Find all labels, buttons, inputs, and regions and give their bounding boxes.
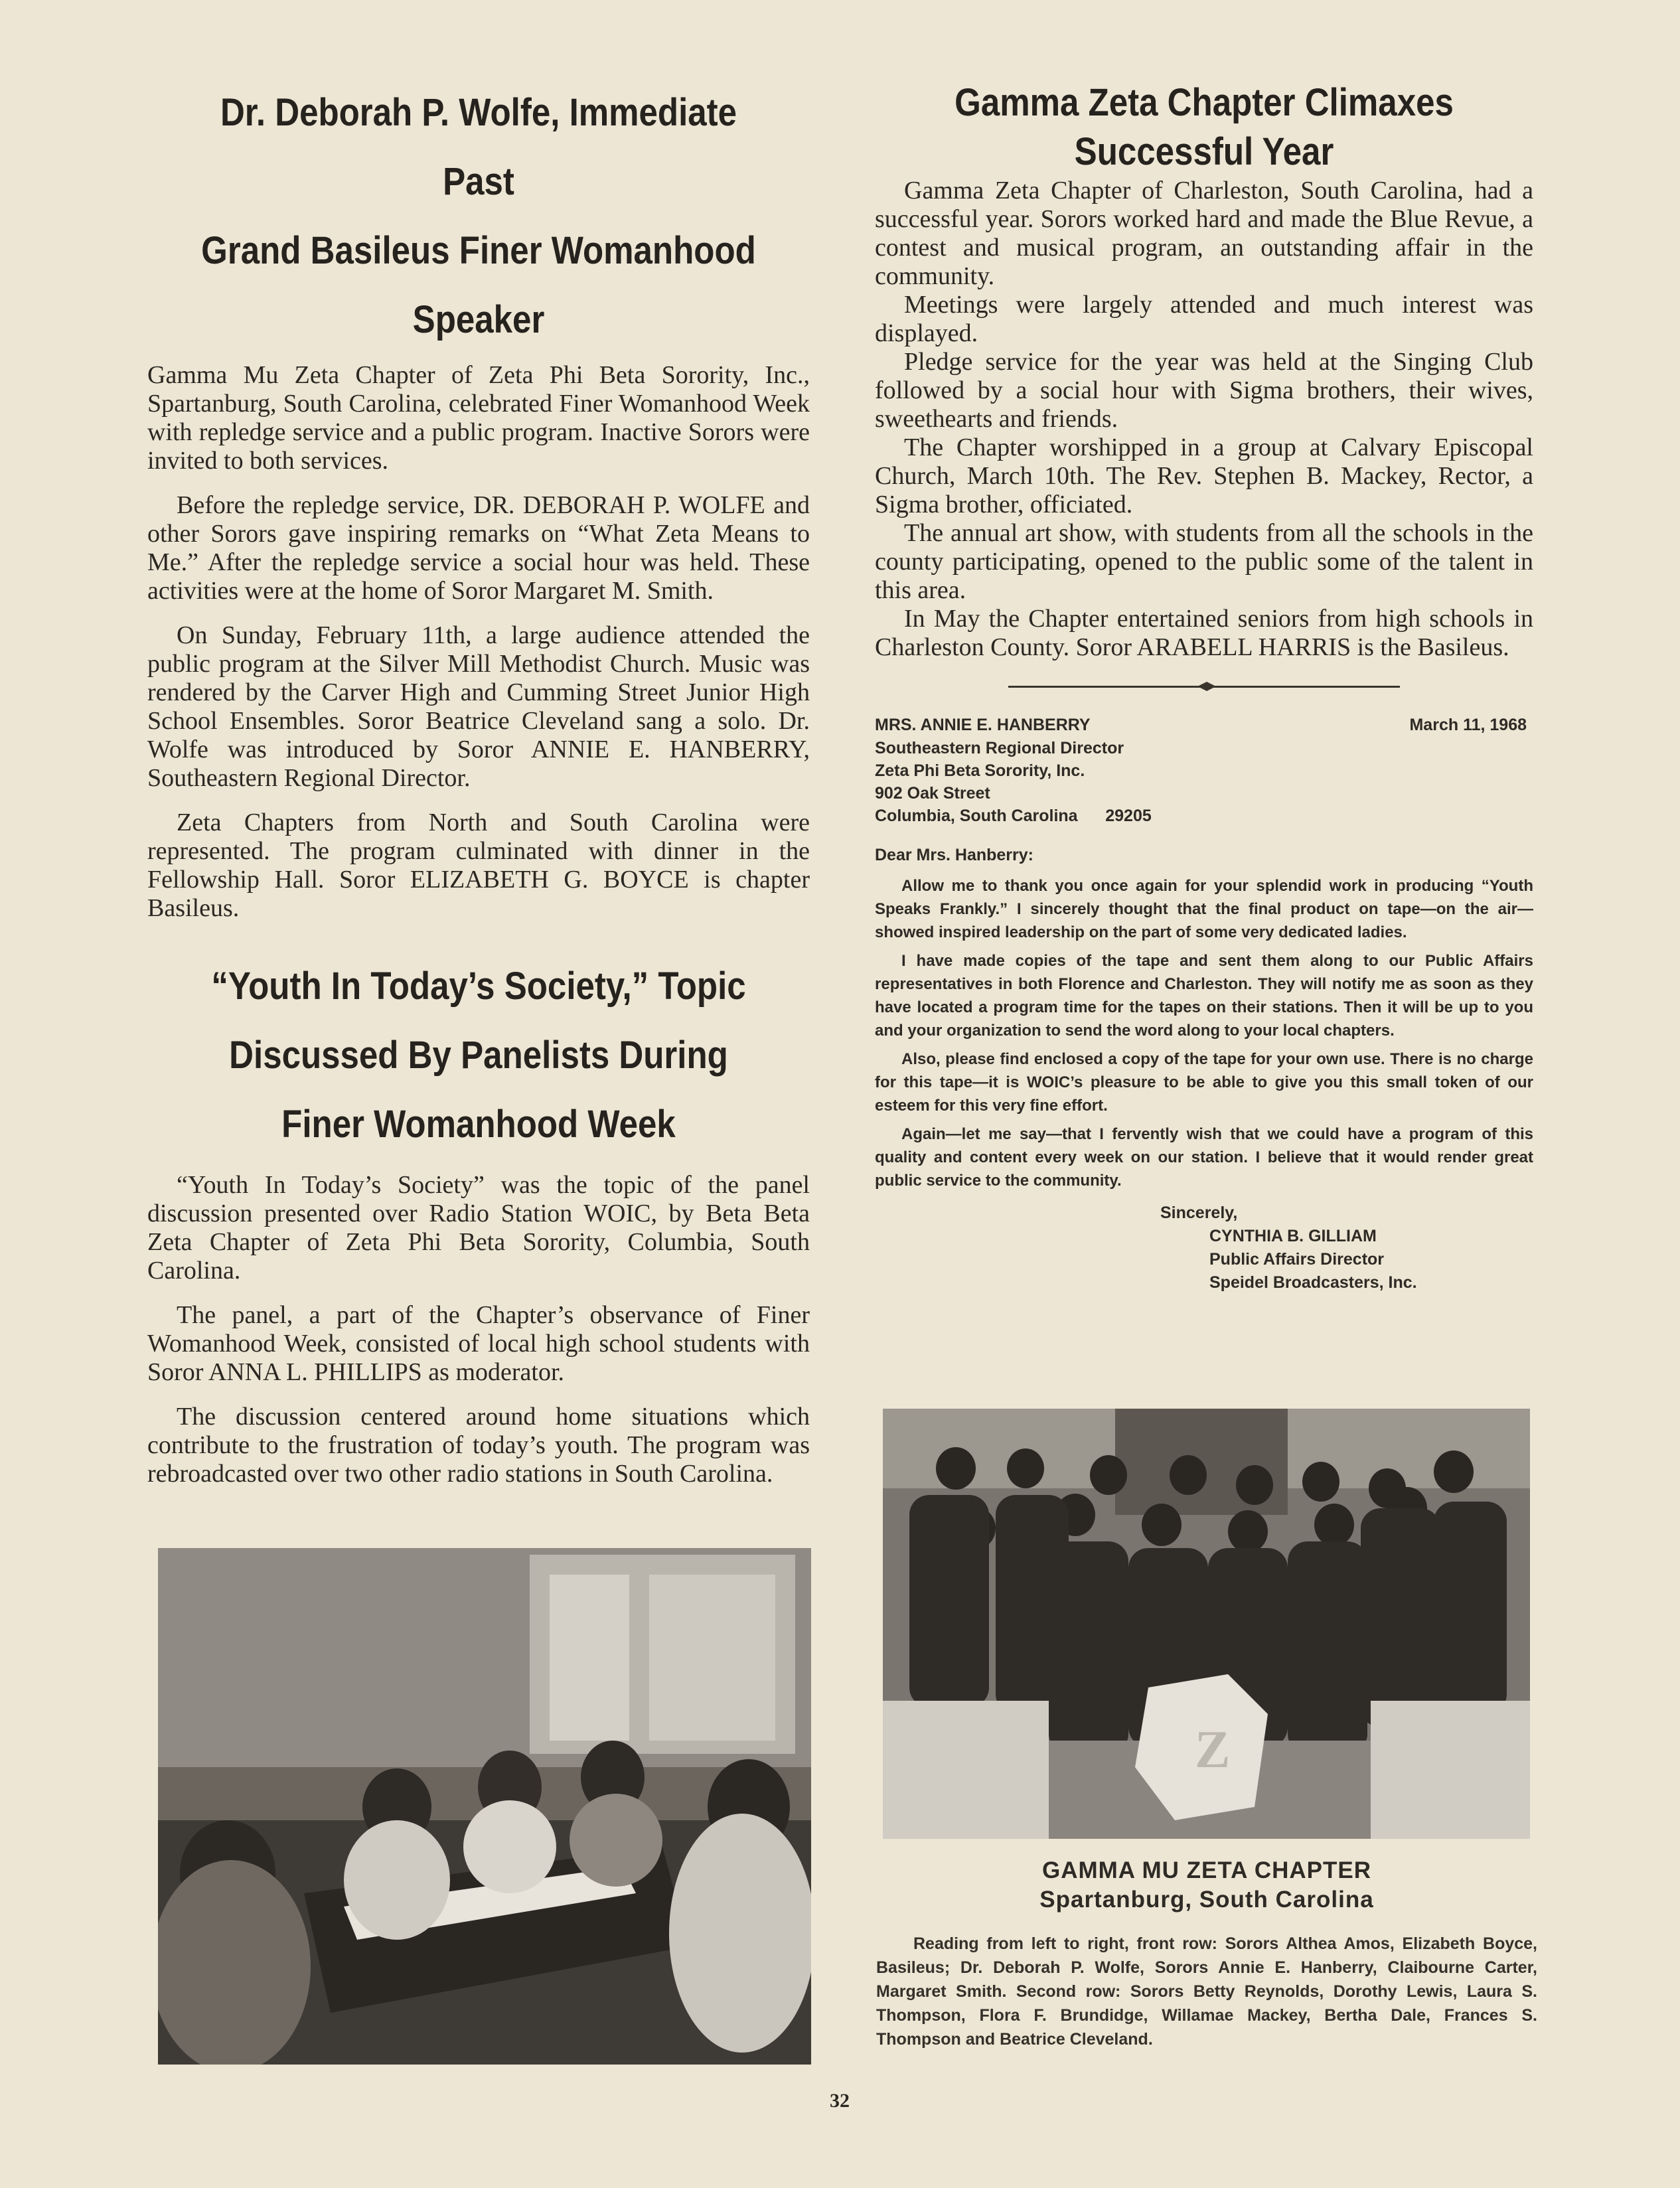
article-wolfe bbox=[147, 78, 810, 923]
group-photo-image bbox=[883, 1409, 1530, 1839]
article-paragraph: In May the Chapter entertained seniors from high schools in Charleston County. Soror ARABELL HARRIS is the Basileus. bbox=[875, 605, 1533, 661]
article-paragraph: Gamma Zeta Chapter of Charleston, South Carolina, had a successful year. Sorors worked hard and made the Blue Revue, a contest and musical program, an outstanding affair in the community. bbox=[875, 177, 1533, 290]
article-gamma-zeta bbox=[875, 78, 1533, 662]
article-paragraph: Zeta Chapters from North and South Carolina were represented. The program culminated with dinner in the Fellowship Hall. Soror ELIZABETH G. BOYCE is chapter Basileus. bbox=[147, 809, 810, 922]
headline-line: Speaker bbox=[412, 298, 545, 341]
article-paragraph: Pledge service for the year was held at the Singing Club followed by a social hour with Sigma brothers, their wives, sweethearts and friends. bbox=[875, 348, 1533, 433]
article-paragraph: “Youth In Today’s Society” was the topic of the panel discussion presented over Radio Station WOIC, by Beta Beta Zeta Chapter of Zeta Phi Beta Sorority, Columbia, South Carolina. bbox=[147, 1171, 810, 1285]
letter-paragraph: Again—let me say—that I fervently wish that we could have a program of this quality and content every week on our station. I believe that it would render great public service to the community. bbox=[875, 1125, 1533, 1190]
caption-title: GAMMA MU ZETA CHAPTER bbox=[1041, 1857, 1372, 1883]
panel-discussion-photo-image bbox=[158, 1548, 811, 2065]
letter-salutation: Dear Mrs. Hanberry: bbox=[875, 846, 1033, 864]
headline-line: Dr. Deborah P. Wolfe, Immediate Past bbox=[220, 91, 737, 203]
article-paragraph: Meetings were largely attended and much interest was displayed. bbox=[875, 291, 1533, 347]
headline-line: Discussed By Panelists During bbox=[229, 1034, 728, 1077]
panel-discussion-photo bbox=[158, 1548, 811, 2065]
letter-signature-line: Public Affairs Director bbox=[1209, 1250, 1385, 1269]
headline-line: Finer Womanhood Week bbox=[281, 1103, 676, 1146]
article-paragraph: On Sunday, February 11th, a large audience attended the public program at the Silver Mill Methodist Church. Music was rendered by the Carver High and Cumming Street Junior High School Ensembles. Soror Beatrice Cleveland sang a solo. Dr. Wolfe was introduced by Soror ANNIE E. HANBERRY, Southeastern Regional Director. bbox=[147, 621, 810, 792]
caption-text: Reading from left to right, front row: Sorors Althea Amos, Elizabeth Boyce, Basileus; Dr. Deborah P. Wolfe, Sorors Annie E. Hanberry, Claibourne Carter, Margaret Smith. Second row: Sorors Betty Reynolds, Dorothy Lewis, Laura S. Thompson, Flora F. Brundidge, Willamae Mackey, Bertha Dale, Frances S. Thompson and Beatrice Cleveland. bbox=[876, 1934, 1537, 2049]
headline-line: “Youth In Today’s Society,” Topic bbox=[211, 965, 746, 1008]
headline-gamma-zeta bbox=[915, 78, 1494, 177]
letter-header bbox=[875, 714, 1533, 737]
left-column bbox=[147, 78, 810, 1504]
letter-address-line: Columbia, South Carolina 29205 bbox=[875, 807, 1152, 825]
letter-signature-line: CYNTHIA B. GILLIAM bbox=[1209, 1227, 1377, 1245]
letter-woic bbox=[875, 714, 1533, 1294]
letter-paragraph: I have made copies of the tape and sent them along to our Public Affairs representatives in both Florence and Charleston. They will notify me as soon as they have located a program time for the tapes on their stations. Then it will be up to you and your organization to send the word along to your local chapters. bbox=[875, 952, 1533, 1040]
article-paragraph: The discussion centered around home situations which contribute to the frustration of today’s youth. The program was rebroadcasted over two other radio stations in South Carolina. bbox=[147, 1403, 810, 1488]
page-number: 32 bbox=[830, 2090, 850, 2112]
headline-youth bbox=[187, 952, 770, 1159]
divider-diamond-icon bbox=[1197, 682, 1216, 691]
letter-paragraph: Also, please find enclosed a copy of the tape for your own use. There is no charge for this tape—it is WOIC’s pleasure to be able to give you this small token of our esteem for this very fine effort. bbox=[875, 1050, 1533, 1115]
article-youth bbox=[147, 952, 810, 1488]
headline-line: Grand Basileus Finer Womanhood bbox=[201, 229, 756, 272]
letter-date: March 11, 1968 bbox=[1409, 716, 1527, 734]
letter-recipient: MRS. ANNIE E. HANBERRY bbox=[875, 716, 1091, 734]
svg-text:Z: Z bbox=[1195, 1721, 1231, 1779]
letter-closing: Sincerely, bbox=[1160, 1204, 1238, 1222]
article-paragraph: Before the repledge service, DR. DEBORAH P. WOLFE and other Sorors gave inspiring remarks on “What Zeta Means to Me.” After the repledge service a social hour was held. These activities were at the home of Soror Margaret M. Smith. bbox=[147, 491, 810, 605]
headline-line: Gamma Zeta Chapter Climaxes bbox=[955, 81, 1454, 124]
article-paragraph: The Chapter worshipped in a group at Calvary Episcopal Church, March 10th. The Rev. Stephen B. Mackey, Rector, a Sigma brother, officiated. bbox=[875, 433, 1533, 518]
letter-paragraph: Allow me to thank you once again for your splendid work in producing “Youth Speaks Frankly.” I sincerely thought that the final product on tape—on the air—showed inspired leadership on the part of some very dedicated ladies. bbox=[875, 877, 1533, 941]
letter-address-line: 902 Oak Street bbox=[875, 784, 990, 803]
letter-address-line: Zeta Phi Beta Sorority, Inc. bbox=[875, 761, 1085, 780]
letter-signature-line: Speidel Broadcasters, Inc. bbox=[1209, 1273, 1417, 1292]
article-paragraph: Gamma Mu Zeta Chapter of Zeta Phi Beta Sorority, Inc., Spartanburg, South Carolina, celebrated Finer Womanhood Week with repledge service and a public program. Inactive Sorors were invited to both services. bbox=[147, 361, 810, 475]
article-paragraph: The panel, a part of the Chapter’s observance of Finer Womanhood Week, consisted of local high school students with Soror ANNA L. PHILLIPS as moderator. bbox=[147, 1301, 810, 1386]
article-paragraph: The annual art show, with students from all the schools in the county participating, opened to the public some of the talent in this area. bbox=[875, 519, 1533, 604]
letter-address-line: Southeastern Regional Director bbox=[875, 739, 1124, 757]
headline-line: Successful Year bbox=[1074, 130, 1334, 173]
group-photo bbox=[883, 1409, 1530, 1839]
right-column bbox=[875, 78, 1533, 1294]
headline-wolfe bbox=[187, 78, 770, 354]
ornamental-divider bbox=[1008, 682, 1400, 691]
caption-subtitle: Spartanburg, South Carolina bbox=[1039, 1887, 1374, 1913]
